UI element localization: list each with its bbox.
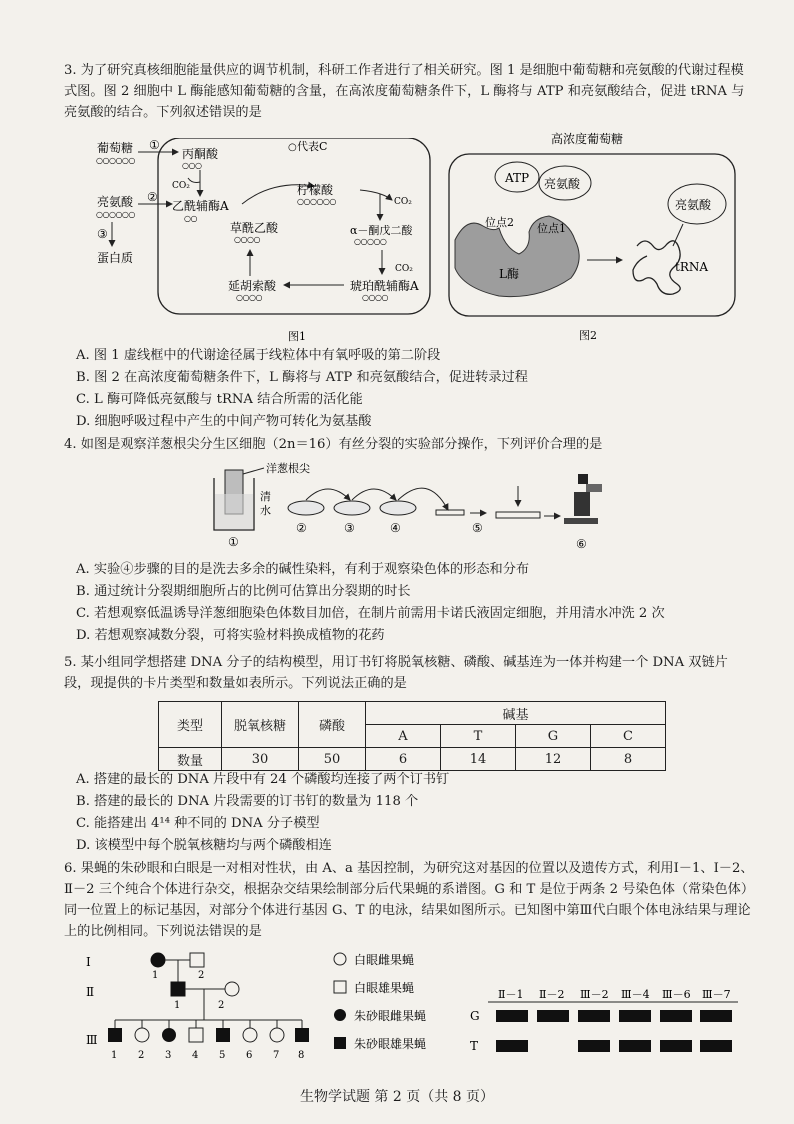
- figure-1: [92, 138, 440, 344]
- svg-text:②: ②: [147, 190, 158, 204]
- q5-option-b: B. 搭建的最长的 DNA 片段需要的订书钉的数量为 118 个: [76, 794, 419, 809]
- site2-label: 位点2: [485, 216, 514, 229]
- figure-2-caption: 图2: [579, 329, 597, 342]
- figure-2: [447, 128, 743, 344]
- pedigree-i-1: [151, 953, 165, 967]
- base-c: C: [591, 725, 666, 748]
- oxaloacetate-label: 草酰乙酸: [230, 221, 279, 235]
- q3-option-d: D. 细胞呼吸过程中产生的中间产物可转化为氨基酸: [76, 414, 372, 429]
- table-row-label: 数量: [159, 748, 222, 771]
- svg-text:1: 1: [174, 1000, 181, 1011]
- svg-text:朱砂眼雌果蝇: 朱砂眼雌果蝇: [354, 1009, 427, 1023]
- svg-text:①: ①: [149, 138, 160, 152]
- svg-text:7: 7: [273, 1050, 280, 1061]
- citrate-label: 柠檬酸: [297, 183, 334, 197]
- pyruvate-label: 丙酮酸: [182, 147, 219, 161]
- svg-text:白眼雌果蝇: 白眼雌果蝇: [354, 953, 415, 967]
- leucine-label: 亮氨酸: [97, 195, 134, 209]
- page-footer: 生物学试题 第 2 页（共 8 页）: [299, 1089, 495, 1105]
- svg-text:2: 2: [138, 1050, 145, 1061]
- svg-text:○○○: ○○○: [182, 161, 202, 170]
- svg-text:⑤: ⑤: [472, 521, 483, 535]
- fumarate-label: 延胡索酸: [228, 279, 277, 293]
- table-header-phosphate: 磷酸: [299, 702, 366, 748]
- svg-text:Ⅲ－2: Ⅲ－2: [580, 988, 609, 1001]
- svg-text:清: 清: [260, 490, 271, 503]
- svg-text:G: G: [470, 1009, 480, 1023]
- svg-text:4: 4: [192, 1050, 199, 1061]
- root-tip-label: 洋葱根尖: [266, 462, 310, 475]
- table-header-base: 碱基: [366, 702, 666, 725]
- svg-text:T: T: [470, 1039, 479, 1053]
- gel-t-bands: [496, 1040, 732, 1052]
- count-phosphate: 50: [299, 748, 366, 771]
- pedigree-i-2: [190, 953, 204, 967]
- leucine-trna-label: 亮氨酸: [675, 198, 712, 212]
- svg-text:6: 6: [246, 1050, 253, 1061]
- pedigree-ii-1: [171, 982, 185, 996]
- question-4-stem: 4. 如图是观察洋葱根尖分生区细胞（2n＝16）有丝分裂的实验部分操作，下列评价合理的是: [64, 437, 603, 452]
- table-header-sugar: 脱氧核糖: [222, 702, 299, 748]
- legend-carbon: 代表C: [297, 140, 328, 153]
- pedigree-legend: [330, 950, 450, 1054]
- question-5-stem: 5. 某小组同学想搭建 DNA 分子的结构模型，用订书钉将脱氧核糖、磷酸、碱基连为一体并构建一个 DNA 双链片段，现提供的卡片类型和数量如表所示。下列说法正确的是: [64, 655, 728, 691]
- svg-text:②: ②: [296, 521, 307, 535]
- akg-label: α－酮戊二酸: [350, 224, 413, 237]
- legend-white-male-icon: [334, 981, 346, 993]
- glucose-label: 葡萄糖: [97, 141, 134, 155]
- card-count-table: [158, 701, 666, 771]
- q5-option-d: D. 该模型中每个脱氧核糖均与两个磷酸相连: [76, 838, 332, 853]
- base-g: G: [516, 725, 591, 748]
- svg-text:水: 水: [260, 504, 271, 517]
- svg-text:○: ○: [288, 142, 297, 153]
- q4-option-b: B. 通过统计分裂期细胞所占的比例可估算出分裂期的时长: [76, 584, 411, 599]
- count-g: 12: [516, 748, 591, 771]
- succinyl-coa-label: 琥珀酰辅酶A: [350, 279, 419, 293]
- base-a: A: [366, 725, 441, 748]
- legend-white-female-icon: [334, 953, 346, 965]
- svg-text:○○○○: ○○○○: [234, 235, 260, 244]
- svg-text:○○○○○○: ○○○○○○: [96, 156, 135, 165]
- svg-text:朱砂眼雄果蝇: 朱砂眼雄果蝇: [354, 1037, 427, 1051]
- svg-text:1: 1: [152, 970, 159, 981]
- svg-text:Ⅱ－1: Ⅱ－1: [498, 988, 524, 1001]
- acetyl-coa-label: 乙酰辅酶A: [172, 199, 229, 213]
- svg-text:Ⅲ－6: Ⅲ－6: [662, 988, 691, 1001]
- q4-option-c: C. 若想观察低温诱导洋葱细胞染色体数目加倍，在制片前需用卡诺氏液固定细胞，并用清水冲洗 2 次: [76, 606, 665, 621]
- svg-text:Ⅱ: Ⅱ: [86, 985, 95, 999]
- pedigree-generation-3: [108, 1020, 309, 1042]
- q4-option-d: D. 若想观察减数分裂，可将实验材料换成植物的花药: [76, 628, 385, 643]
- svg-text:③: ③: [97, 227, 108, 241]
- electrophoresis-gel: [462, 982, 742, 1066]
- base-t: T: [441, 725, 516, 748]
- q3-option-a: A. 图 1 虚线框中的代谢途径属于线粒体中有氧呼吸的第二阶段: [76, 348, 441, 363]
- pedigree-ii-2: [225, 982, 239, 996]
- svg-text:○○○○: ○○○○: [362, 293, 388, 302]
- figure-microscope-procedure: [208, 458, 620, 562]
- svg-text:8: 8: [298, 1050, 305, 1061]
- q4-option-a: A. 实验④步骤的目的是洗去多余的碱性染料，有利于观察染色体的形态和分布: [76, 562, 530, 577]
- svg-text:○○○○○○: ○○○○○○: [297, 197, 336, 206]
- site1-label: 位点1: [537, 222, 566, 235]
- q5-option-a: A. 搭建的最长的 DNA 片段中有 24 个磷酸均连接了两个订书钉: [76, 772, 450, 787]
- svg-text:Ⅲ－7: Ⅲ－7: [702, 988, 731, 1001]
- svg-text:○○○○○: ○○○○○: [354, 237, 387, 246]
- svg-text:③: ③: [344, 521, 355, 535]
- q3-option-b: B. 图 2 在高浓度葡萄糖条件下，L 酶将与 ATP 和亮氨酸结合，促进转录过程: [76, 370, 528, 385]
- table-header-type: 类型: [159, 702, 222, 748]
- svg-text:Ⅱ－2: Ⅱ－2: [539, 988, 565, 1001]
- svg-text:Ⅲ: Ⅲ: [86, 1033, 98, 1047]
- legend-cinnabar-male-icon: [334, 1037, 346, 1049]
- svg-text:5: 5: [219, 1050, 226, 1061]
- svg-text:CO₂: CO₂: [172, 181, 190, 191]
- l-enzyme-label: L酶: [499, 267, 519, 281]
- svg-text:⑥: ⑥: [576, 537, 587, 551]
- svg-text:①: ①: [228, 535, 239, 549]
- svg-text:④: ④: [390, 521, 401, 535]
- svg-text:○○○○: ○○○○: [236, 293, 262, 302]
- svg-text:白眼雄果蝇: 白眼雄果蝇: [354, 981, 415, 995]
- svg-text:Ⅲ－4: Ⅲ－4: [621, 988, 650, 1001]
- pedigree-chart: [80, 948, 330, 1064]
- question-6-stem: 6. 果蝇的朱砂眼和白眼是一对相对性状，由 A、a 基因控制，为研究这对基因的位置以及遗传方式，利用Ⅰ－1、Ⅰ－2、Ⅱ－2 三个纯合个体进行杂交，根据杂交结果绘制部分后代果蝇的系谱图。G 和 T 是位于两条 2 号染色体（常染色体）同一位置上的标记基因，对部分个体进行基因 G、T 的电泳，结果如图所示。已知图中第Ⅲ代白眼个体电泳结果与理论上的比例相同。下列说法错误的是: [64, 861, 754, 939]
- count-c: 8: [591, 748, 666, 771]
- svg-text:3: 3: [165, 1050, 172, 1061]
- gel-g-bands: [496, 1010, 732, 1022]
- leucine-circle-label: 亮氨酸: [544, 177, 581, 191]
- svg-text:CO₂: CO₂: [395, 264, 413, 274]
- svg-text:Ⅰ: Ⅰ: [86, 955, 91, 969]
- count-sugar: 30: [222, 748, 299, 771]
- svg-text:2: 2: [218, 1000, 225, 1011]
- protein-label: 蛋白质: [97, 251, 134, 265]
- q3-option-c: C. L 酶可降低亮氨酸与 tRNA 结合所需的活化能: [76, 392, 363, 407]
- atp-label: ATP: [505, 171, 530, 185]
- count-a: 6: [366, 748, 441, 771]
- legend-cinnabar-female-icon: [334, 1009, 346, 1021]
- figure-1-caption: 图1: [288, 330, 306, 343]
- svg-text:○○○○○○: ○○○○○○: [96, 210, 135, 219]
- fig2-title: 高浓度葡萄糖: [551, 132, 624, 146]
- count-t: 14: [441, 748, 516, 771]
- svg-text:1: 1: [111, 1050, 118, 1061]
- trna-label: tRNA: [675, 260, 709, 274]
- svg-text:CO₂: CO₂: [394, 197, 412, 207]
- q5-option-c: C. 能搭建出 4¹⁴ 种不同的 DNA 分子模型: [76, 816, 320, 831]
- svg-text:2: 2: [198, 970, 205, 981]
- svg-text:○○: ○○: [184, 214, 197, 223]
- question-3-stem: 3. 为了研究真核细胞能量供应的调节机制，科研工作者进行了相关研究。图 1 是细胞中葡萄糖和亮氨酸的代谢过程模式图。图 2 细胞中 L 酶能感知葡萄糖的含量，在高浓度葡萄糖条件下，L 酶将与 ATP 和亮氨酸结合，促进 tRNA 与亮氨酸的结合。下列叙述错误的是: [64, 63, 745, 120]
